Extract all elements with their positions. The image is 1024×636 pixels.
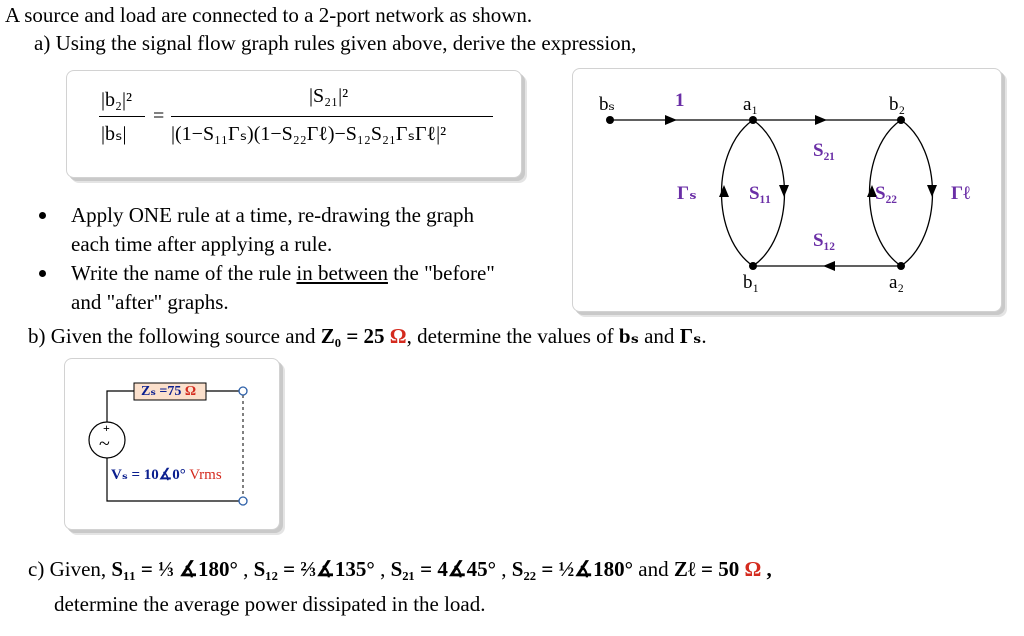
terminal-bottom xyxy=(239,497,247,505)
intro-text: A source and load are connected to a 2-port network as shown. xyxy=(5,3,533,27)
node-b1 xyxy=(749,262,757,270)
bullet-dot xyxy=(39,212,46,219)
lhs-numerator: |b₂|² xyxy=(101,89,132,111)
part-c-segment: S₁₁ = ⅓ ∡180° xyxy=(111,557,238,581)
label-s22: S₂₂ xyxy=(875,183,897,204)
label-s12: S₁₂ xyxy=(813,230,835,251)
rhs-fraction-bar xyxy=(171,116,493,117)
part-c-segment: , xyxy=(374,557,391,581)
equals-sign: = xyxy=(153,105,165,127)
ac-tilde-icon: ~ xyxy=(99,433,110,455)
arrow-head xyxy=(779,185,789,197)
label-s11: S₁₁ xyxy=(749,183,771,204)
lhs-fraction-bar xyxy=(99,116,145,117)
part-c-segment: , xyxy=(496,557,512,581)
arrow-head xyxy=(815,115,827,125)
part-c-segment: , xyxy=(237,557,254,581)
part-b-text: b) Given the following source and Z₀ = 25 Ω, determine the values of bₛ and Γₛ. xyxy=(28,324,707,348)
arrow-head xyxy=(823,261,835,271)
formula-panel xyxy=(66,70,522,178)
part-c-segment: and xyxy=(633,557,674,581)
label-a1: a₁ xyxy=(743,94,759,115)
label-gamma-s: Γₛ xyxy=(677,183,697,204)
bullet-1-line-1: Apply ONE rule at a time, re-drawing the graph xyxy=(71,203,474,227)
lhs-denominator: |bₛ| xyxy=(101,123,127,145)
part-c-segment: c) Given, xyxy=(28,557,112,581)
part-c-segment: S₁₂ = ⅔∡135° xyxy=(253,557,375,581)
part-c-line-1: c) Given, S₁₁ = ⅓ ∡180° , S₁₂ = ⅔∡135° , S₂₁ = 4∡45° , S₂₂ = ½∡180° and Zℓ = 50 Ω , xyxy=(28,557,772,581)
part-c-segment: Zℓ = 50 xyxy=(673,557,740,581)
wire xyxy=(107,391,134,422)
arrow-head xyxy=(665,115,677,125)
node-a1 xyxy=(749,116,757,124)
bullet-2-line-2: and "after" graphs. xyxy=(71,290,229,314)
branch-gamma-l xyxy=(901,120,933,266)
part-c-segment: S₂₁ = 4∡45° xyxy=(390,557,497,581)
terminal-top xyxy=(239,387,247,395)
label-s21: S₂₁ xyxy=(813,140,835,161)
bullet-dot xyxy=(39,270,46,277)
underlined-phrase: in between xyxy=(296,261,388,285)
label-b1: b₁ xyxy=(743,272,760,293)
signal-flow-graph xyxy=(573,69,1001,311)
circuit-panel xyxy=(64,358,280,530)
node-a2 xyxy=(897,262,905,270)
arrow-head xyxy=(927,185,937,197)
part-c-line-2: determine the average power dissipated in the load. xyxy=(54,592,486,616)
arrow-head xyxy=(719,185,729,197)
zs-label: Zₛ =75 Ω xyxy=(141,384,197,399)
label-gamma-l: Γℓ xyxy=(951,183,971,204)
label-branch-1: 1 xyxy=(675,90,685,111)
part-c-segment: S₂₂ = ½∡180° xyxy=(511,557,634,581)
bullet-2-line-1: Write the name of the rule in between the "before" xyxy=(71,261,495,285)
label-bs: bₛ xyxy=(599,94,615,115)
node-b2 xyxy=(897,116,905,124)
label-b2: b₂ xyxy=(889,94,906,115)
label-a2: a₂ xyxy=(889,272,905,293)
vs-label: Vₛ = 10∡0° Vrms xyxy=(111,467,222,483)
rhs-denominator: |(1−S₁₁Γₛ)(1−S₂₂Γℓ)−S₁₂S₂₁ΓₛΓℓ|² xyxy=(171,123,447,145)
node-bs xyxy=(606,116,614,124)
part-a-heading: a) Using the signal flow graph rules given above, derive the expression, xyxy=(34,31,637,55)
plus-sign: + xyxy=(103,421,110,435)
rhs-numerator: |S₂₁|² xyxy=(309,85,349,107)
signal-flow-graph-panel xyxy=(572,68,1002,312)
bullet-1-line-2: each time after applying a rule. xyxy=(71,232,333,256)
